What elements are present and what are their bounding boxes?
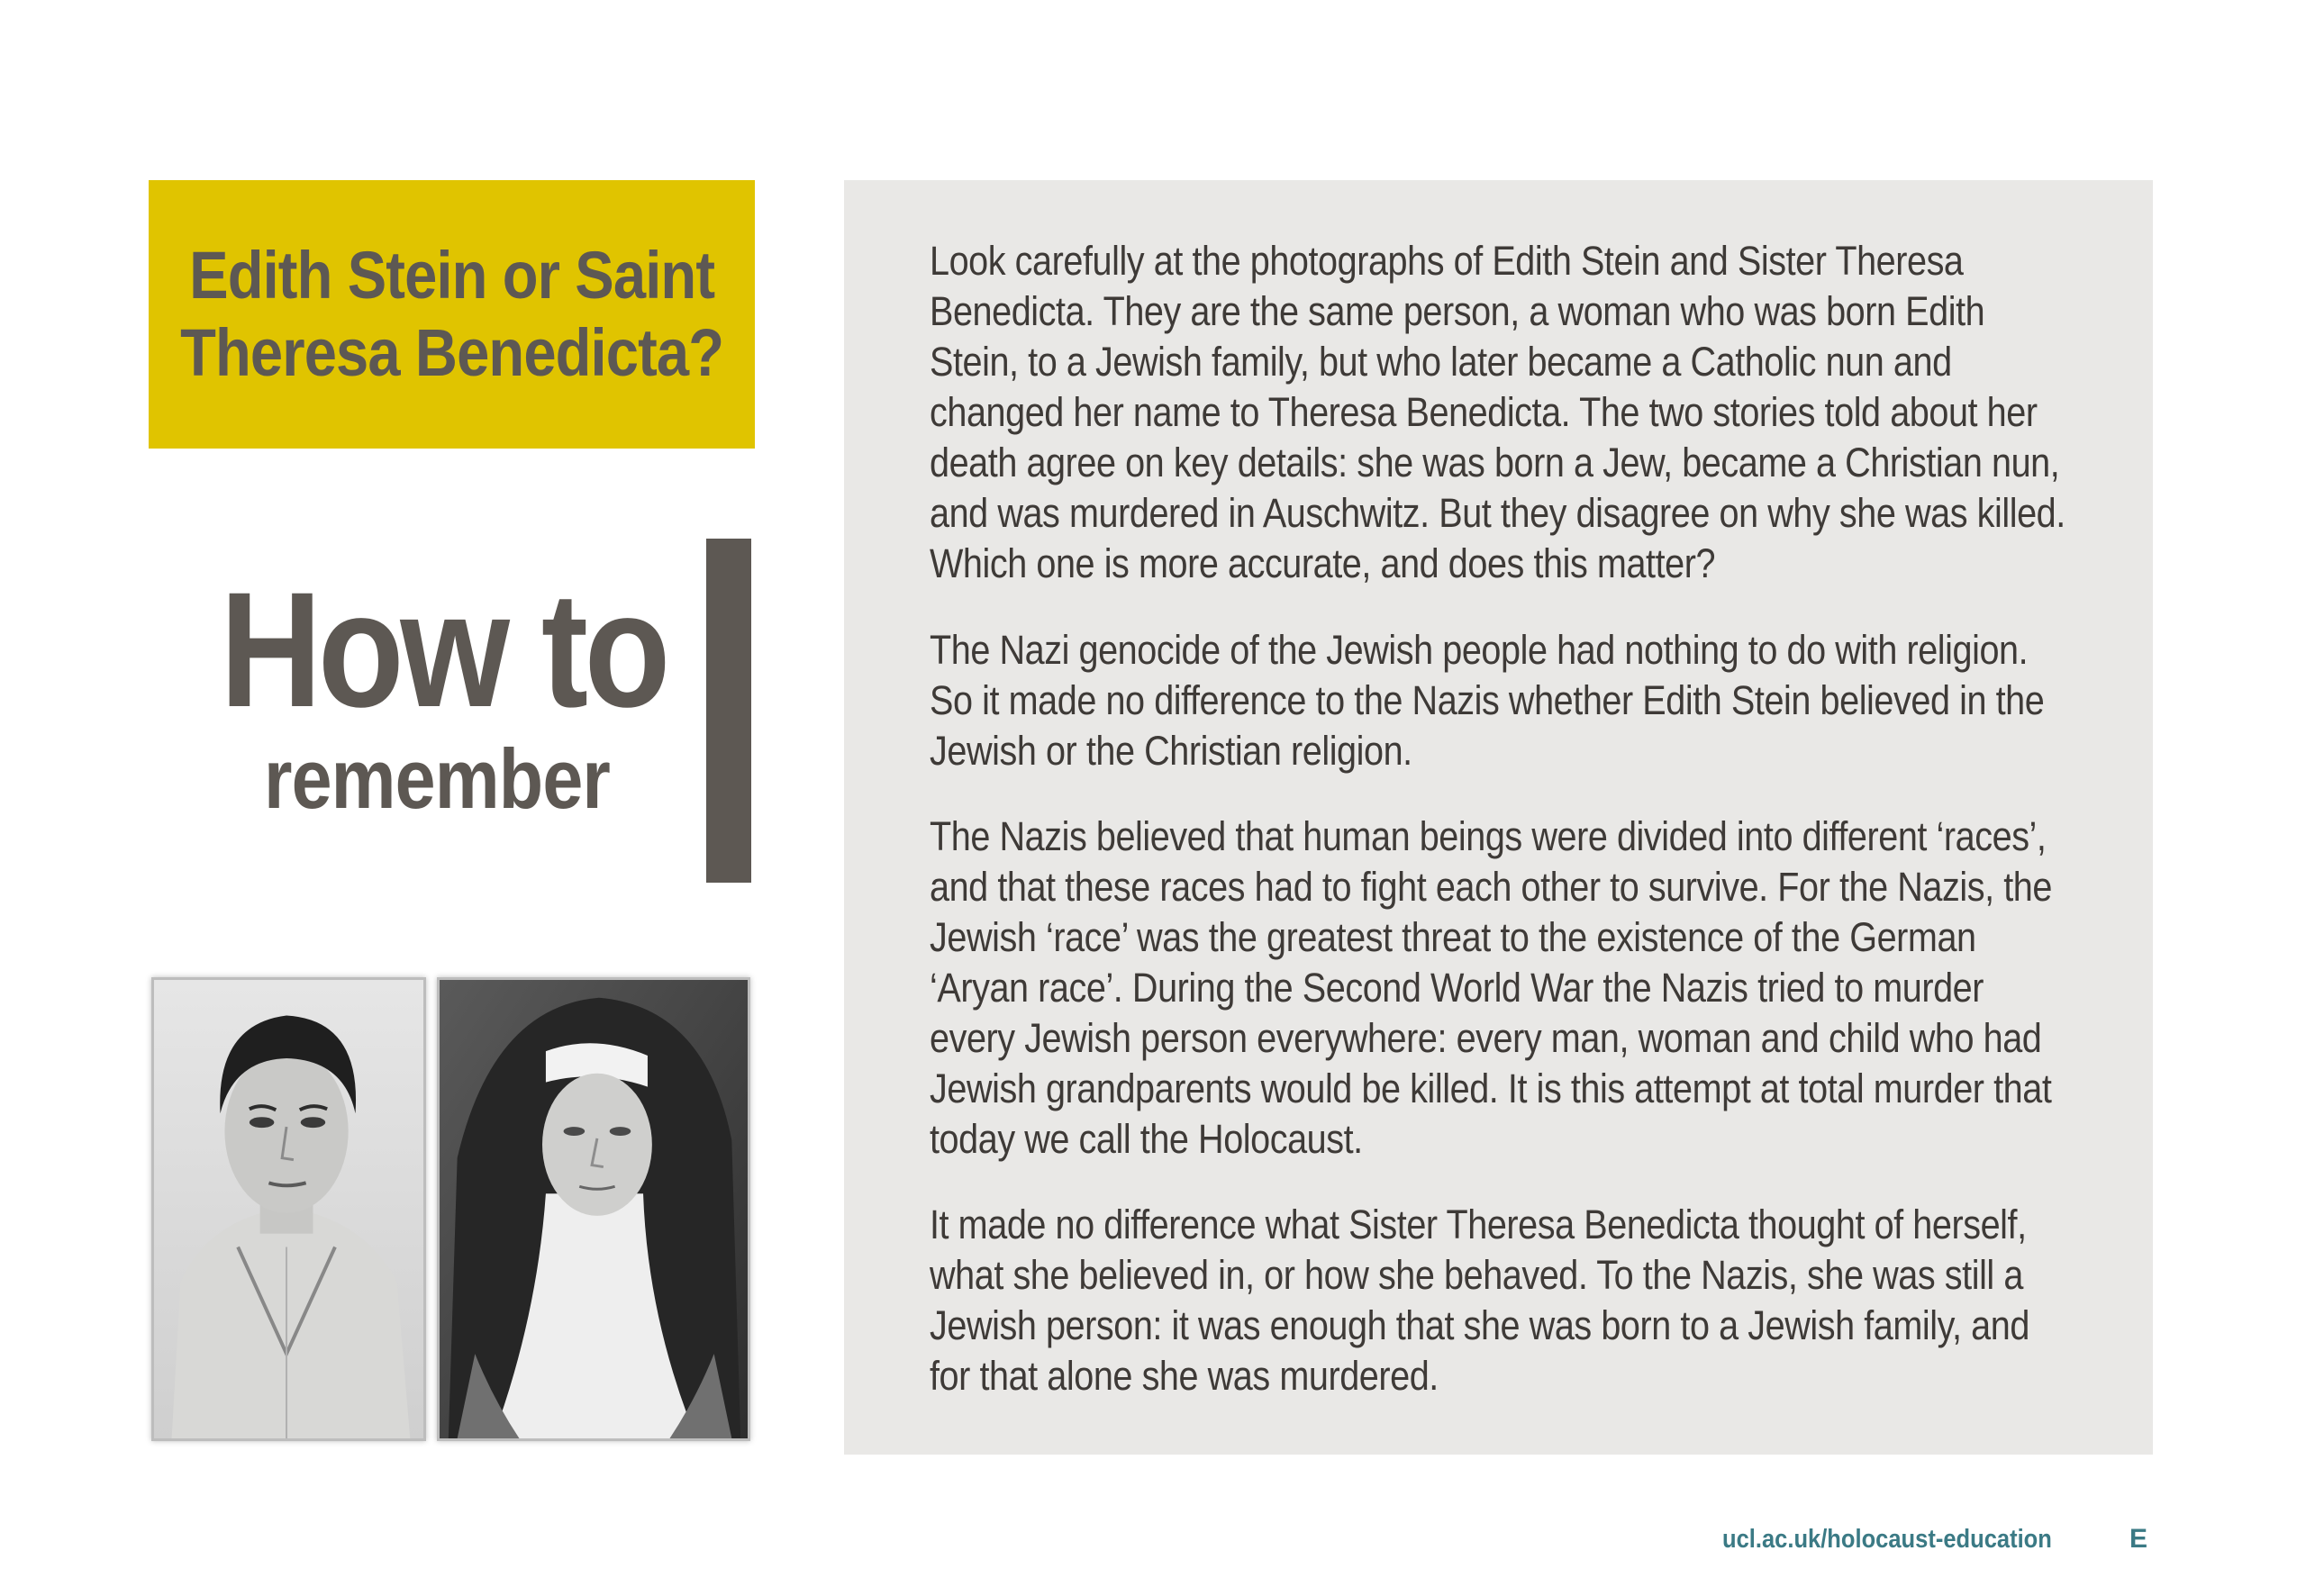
text-line: Benedicta. They are the same person, a woman who was born Edith: [930, 288, 1985, 334]
text-panel: [844, 180, 2153, 1455]
paragraph-4: [930, 1200, 2101, 1401]
logo-how-to: How to: [220, 558, 667, 741]
logo-bar: [706, 539, 751, 883]
text-line: So it made no difference to the Nazis whether Edith Stein believed in the: [930, 677, 2045, 723]
text-line: today we call the Holocaust.: [930, 1116, 1363, 1162]
text-line: for that alone she was murdered.: [930, 1353, 1439, 1399]
text-line: Jewish grandparents would be killed. It is this attempt at total murder that: [930, 1066, 2052, 1111]
photo-edith-stein: [151, 977, 426, 1441]
title-box: [149, 180, 755, 449]
text-line: Look carefully at the photographs of Edith Stein and Sister Theresa: [930, 238, 1964, 284]
text-line: Which one is more accurate, and does this matter?: [930, 540, 1716, 586]
title-line: Theresa Benedicta?: [179, 315, 724, 390]
text-line: Stein, to a Jewish family, but who later became a Catholic nun and: [930, 339, 1952, 385]
text-line: what she believed in, or how she behaved. To the Nazis, she was still a: [930, 1252, 2023, 1298]
logo-remember: remember: [263, 731, 611, 826]
text-line: The Nazi genocide of the Jewish people had nothing to do with religion.: [930, 627, 2029, 673]
text-line: every Jewish person everywhere: every man, woman and child who had: [930, 1015, 2042, 1061]
photo-sister-theresa-benedicta: [437, 977, 750, 1441]
text-line: death agree on key details: she was born a Jew, became a Christian nun,: [930, 440, 2060, 485]
text-line: Jewish ‘race’ was the greatest threat to the existence of the German: [930, 914, 1976, 960]
text-line: It made no difference what Sister Theresa Benedicta thought of herself,: [930, 1202, 2027, 1247]
text-line: ‘Aryan race’. During the Second World War the Nazis tried to murder: [930, 965, 1984, 1011]
paragraph-3: [930, 812, 2101, 1165]
paragraph-2: [930, 625, 2101, 776]
text-line: and that these races had to fight each other to survive. For the Nazis, the: [930, 864, 2052, 910]
text-line: The Nazis believed that human beings were divided into different ‘races’,: [930, 813, 2047, 859]
text-line: and was murdered in Auschwitz. But they disagree on why she was killed.: [930, 490, 2065, 536]
title-line: Edith Stein or Saint: [189, 238, 715, 313]
paragraph-1: [930, 236, 2101, 589]
footer-url[interactable]: ucl.ac.uk/holocaust-education: [1722, 1525, 2052, 1554]
text-line: Jewish person: it was enough that she was born to a Jewish family, and: [930, 1302, 2029, 1348]
page-letter: E: [2129, 1524, 2148, 1554]
text-line: changed her name to Theresa Benedicta. The two stories told about her: [930, 389, 2038, 435]
document-title: [180, 237, 723, 392]
text-line: Jewish or the Christian religion.: [930, 728, 1412, 774]
